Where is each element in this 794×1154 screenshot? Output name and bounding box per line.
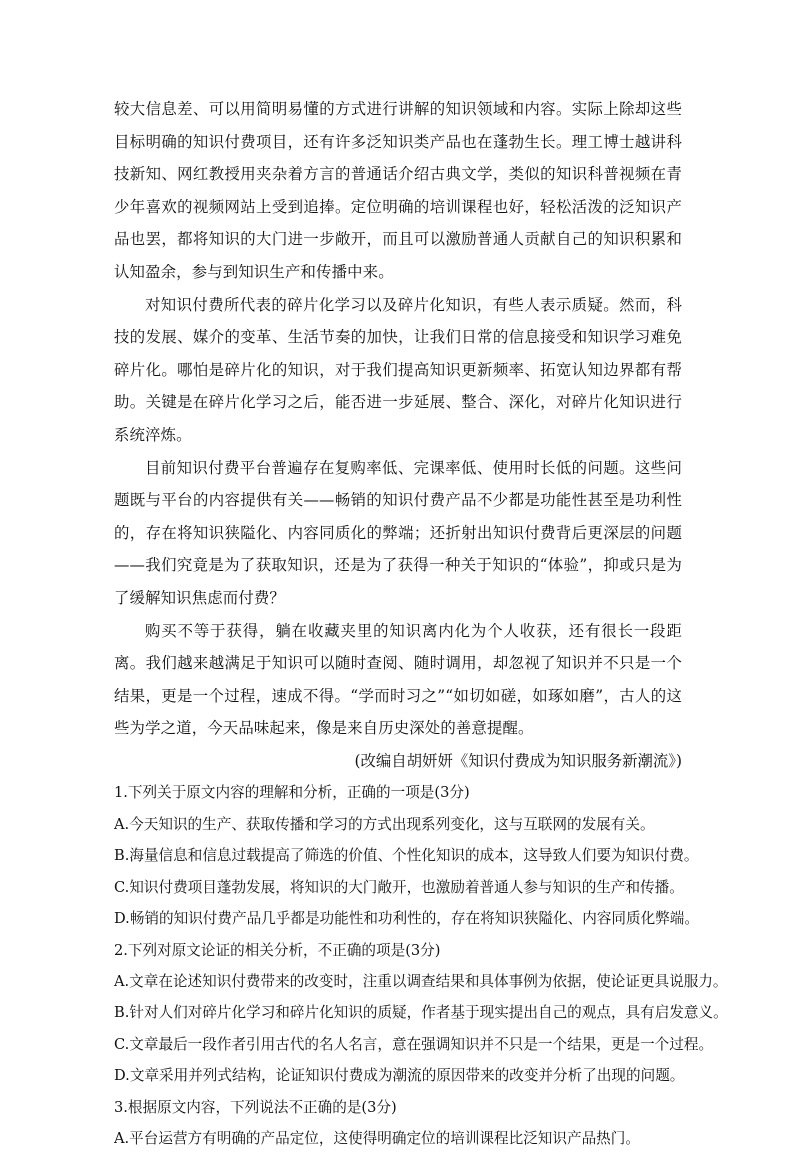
question-1-option-d: D.畅销的知识付费产品几乎都是功能性和功利性的，存在将知识狭隘化、内容同质化弊端。 (114, 910, 699, 928)
article-source: (改编自胡妍妍《知识付费成为知识服务新潮流》) (354, 751, 682, 770)
question-2-option-b: B.针对人们对碎片化学习和碎片化知识的质疑，作者基于现实提出自己的观点，具有启发意义。 (114, 1004, 728, 1022)
question-2-option-a: A.文章在论述知识付费带来的改变时，注重以调查结果和具体事例为依据，使论证更具说服力。 (114, 972, 728, 990)
question-2-option-c: C.文章最后一段作者引用古代的名人名言，意在强调知识并不只是一个结果，更是一个过程。 (114, 1035, 714, 1053)
question-1-option-b: B.海量信息和信息过载提高了筛选的价值、个性化知识的成本，这导致人们要为知识付费。 (114, 847, 699, 865)
article-paragraph-1: 较大信息差、可以用简明易懂的方式进行讲解的知识领域和内容。实际上除却这些目标明确的知识付费项目，还有许多泛知识类产品也在蓬勃生长。理工博士越讲科技新知、网红教授用夹杂着方言的普通话介绍古典文学，类似的知识科普视频在青少年喜欢的视频网站上受到追捧。定位明确的培训课程也好，轻松活泼的泛知识产品也罢，都将知识的大门进一步敞开，而且可以激励普通人贡献自己的知识积累和认知盈余，参与到知识生产和传播中来。 (114, 100, 682, 281)
question-1-option-c: C.知识付费项目蓬勃发展，将知识的大门敞开，也激励着普通人参与知识的生产和传播。 (114, 878, 684, 896)
question-1-stem: 1.下列关于原文内容的理解和分析，正确的一项是(3分) (114, 784, 470, 802)
question-2-option-d: D.文章采用并列式结构，论证知识付费成为潮流的原因带来的改变并分析了出现的问题。 (114, 1067, 685, 1085)
question-3-stem: 3.根据原文内容，下列说法不正确的是(3分) (114, 1098, 397, 1116)
article-paragraph-4: 购买不等于获得，躺在收藏夹里的知识离内化为个人收获，还有很长一段距离。我们越来越满足于知识可以随时查阅、随时调用，却忽视了知识并不只是一个结果，更是一个过程，速成不得。“学而时习之”“如切如磋，如琢如磨”，古人的这些为学之道，今天品味起来，像是来自历史深处的善意提醒。 (114, 621, 682, 738)
article-paragraph-3: 目前知识付费平台普遍存在复购率低、完课率低、使用时长低的问题。这些问题既与平台的内容提供有关——畅销的知识付费产品不少都是功能性甚至是功利性的，存在将知识狭隘化、内容同质化的弊端；还折射出知识付费背后更深层的问题——我们究竟是为了获取知识，还是为了获得一种关于知识的“体验”，抑或只是为了缓解知识焦虑而付费？ (114, 458, 682, 607)
article-paragraph-2: 对知识付费所代表的碎片化学习以及碎片化知识，有些人表示质疑。然而，科技的发展、媒介的变革、生活节奏的加快，让我们日常的信息接受和知识学习难免碎片化。哪怕是碎片化的知识，对于我们提高知识更新频率、拓宽认知边界都有帮助。关键是在碎片化学习之后，能否进一步延展、整合、深化，对碎片化知识进行系统淬炼。 (114, 295, 682, 444)
question-1-option-a: A.今天知识的生产、获取传播和学习的方式出现系列变化，这与互联网的发展有关。 (114, 815, 655, 833)
question-3-option-a: A.平台运营方有明确的产品定位，这使得明确定位的培训课程比泛知识产品热门。 (114, 1129, 640, 1147)
question-2-stem: 2.下列对原文论证的相关分析，不正确的项是(3分) (114, 941, 441, 959)
text-body (114, 93, 728, 1154)
